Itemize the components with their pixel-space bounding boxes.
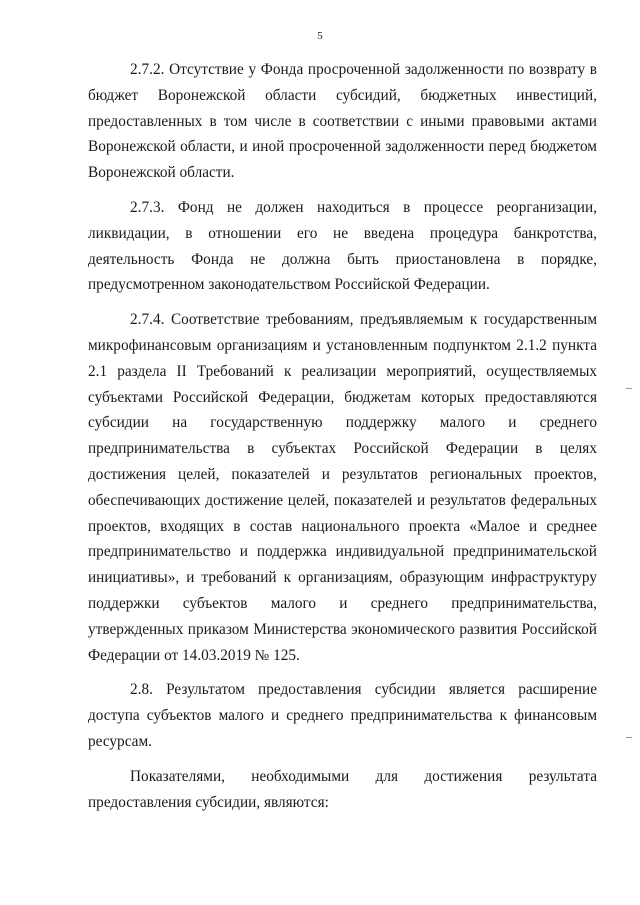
paragraph-2-7-2: 2.7.2. Отсутствие у Фонда просроченной задолженности по возврату в бюджет Воронежской области субсидий, бюджетных инвестиций, предоставленных в том числе в соответствии с иными правовыми актами Воронежской области, и иной просроченной задолженности перед бюджетом Воронежской области. bbox=[88, 61, 597, 182]
paragraph-2-7-4: 2.7.4. Соответствие требованиям, предъявляемым к государственным микрофинансовым организациям и установленным подпунктом 2.1.2 пункта 2.1 раздела II Требований к реализации мероприятий, осуществляемых субъектами Российской Федерации, бюджетам которых предоставляются субсидии на государственную поддержку малого и среднего предпринимательства в субъектах Российской Федерации в целях достижения целей, показателей и результатов региональных проектов, обеспечивающих достижение целей, показателей и результатов федеральных проектов, входящих в состав национального проекта «Малое и среднее предпринимательство и поддержка индивидуальной предпринимательской инициативы», и требований к организациям, образующим инфраструктуру поддержки субъектов малого и среднего предпринимательства, утвержденных приказом Министерства экономического развития Российской Федерации от 14.03.2019 № 125. bbox=[88, 311, 597, 664]
paragraph-indicators: Показателями, необходимыми для достижения результата предоставления субсидии, являются: bbox=[88, 767, 597, 811]
scan-margin-mark bbox=[626, 388, 632, 389]
scan-margin-mark bbox=[626, 737, 632, 738]
paragraph-2-8: 2.8. Результатом предоставления субсидии является расширение доступа субъектов малого и среднего предпринимательства к финансовым ресурсам. bbox=[88, 681, 597, 750]
document-body bbox=[88, 57, 597, 824]
page-number: 5 bbox=[317, 30, 323, 42]
paragraph-2-7-3: 2.7.3. Фонд не должен находиться в процессе реорганизации, ликвидации, в отношении его не введена процедура банкротства, деятельность Фонда не должна быть приостановлена в порядке, предусмотренном законодательством Российской Федерации. bbox=[88, 198, 597, 294]
